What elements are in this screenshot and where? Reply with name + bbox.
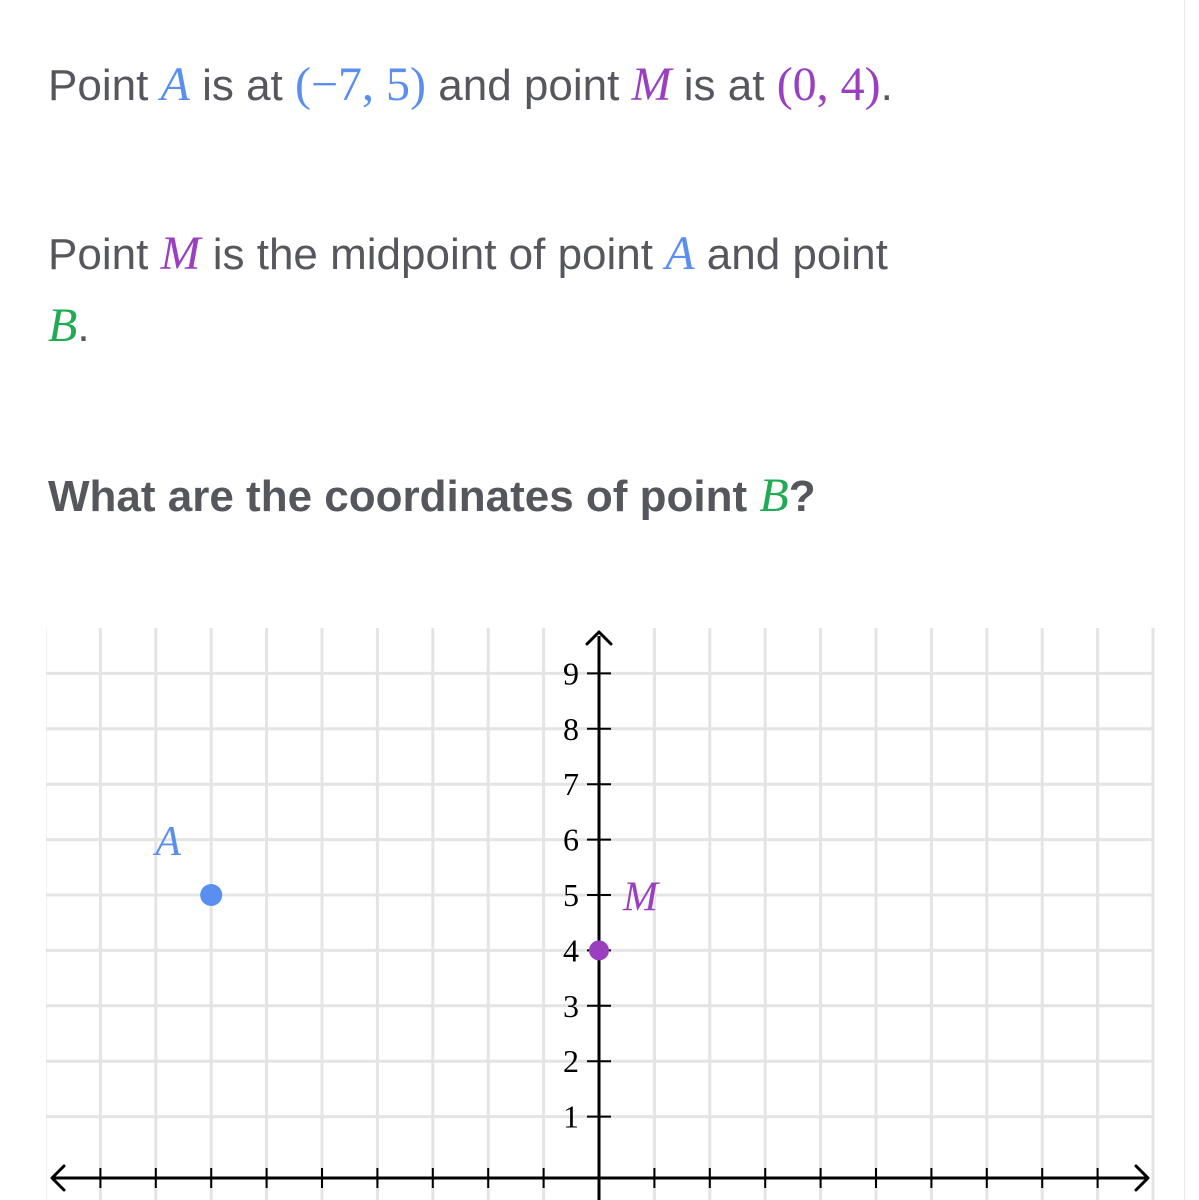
text: is at	[189, 61, 295, 110]
text: and point	[426, 61, 632, 110]
text: ?	[788, 472, 816, 521]
point-a-label: A	[665, 227, 695, 280]
y-tick-label: 7	[563, 766, 579, 803]
y-tick-label: 2	[563, 1043, 579, 1080]
y-tick-label: 5	[563, 877, 579, 913]
point-b-label: B	[48, 299, 78, 352]
point-m-label: M	[631, 58, 672, 111]
point-a-label: A	[155, 819, 181, 865]
y-tick-label: 1	[563, 1098, 579, 1135]
problem-line-1	[48, 55, 893, 116]
text: Point	[48, 61, 161, 110]
page-edge-divider	[1184, 0, 1185, 1200]
problem-line-2	[48, 224, 888, 285]
text: What are the coordinates of point	[48, 472, 760, 521]
point-b-label: B	[759, 469, 789, 522]
axes	[52, 632, 1148, 1200]
y-tick-label: 3	[563, 987, 579, 1024]
point-m-label: M	[623, 874, 658, 921]
point-m-coordinates: (0, 4)	[776, 58, 881, 111]
coordinate-plane-graph	[46, 620, 1156, 1200]
y-tick-label: 8	[563, 710, 579, 747]
point-m-marker	[589, 940, 609, 960]
y-tick-label: 9	[563, 655, 579, 692]
question-prompt	[48, 466, 816, 527]
text: .	[77, 302, 90, 351]
text: is the midpoint of point	[200, 230, 666, 279]
y-tick-label: 4	[563, 932, 579, 969]
text: Point	[48, 230, 161, 279]
text: is at	[671, 61, 777, 110]
point-m-label: M	[160, 227, 201, 280]
point-a-marker	[200, 884, 222, 906]
point-a-coordinates: (−7, 5)	[295, 58, 427, 111]
problem-line-3	[48, 296, 90, 357]
point-a-label: A	[160, 58, 190, 111]
text: and point	[694, 230, 888, 279]
y-tick-label: 6	[563, 821, 579, 858]
text: .	[880, 61, 893, 110]
tick-labels	[563, 655, 579, 1134]
